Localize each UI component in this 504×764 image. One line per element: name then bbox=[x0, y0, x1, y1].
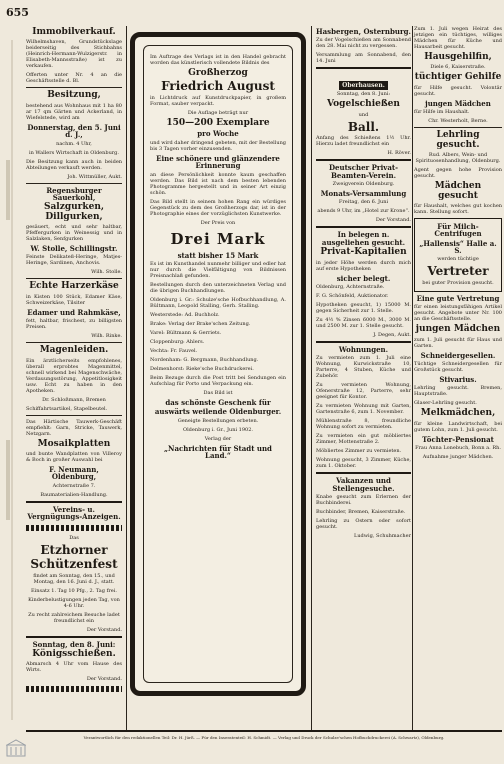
agent-nordenham: Nordenham: G. Bergmann, Buchhandlung. bbox=[150, 356, 259, 363]
geld-heading: In belegen n. ausgeliehen gesucht. bbox=[321, 230, 406, 247]
zimmer-text: Möbliertes Zimmer zu vermieten. bbox=[316, 448, 402, 455]
kunsthandel-text: Es ist im Kunsthandel nunmehr billiger und edler hat nur durch die Vielfältigung von Bildnissen Preisnachlaß gefunden. bbox=[150, 260, 286, 279]
vereins-heading: Vereins- u. Vergnügungs-Anzeigen. bbox=[27, 504, 121, 522]
statt-label: statt bisher 15 Mark bbox=[177, 250, 259, 260]
degen-name: J. Degen, Aukt. bbox=[373, 331, 411, 338]
wohnungen-text: Zu vermieten zum 1. Juli eine Wohnung, Kurwickstraße 10, Parterre, 4 Stuben, Küche und Zubehör. bbox=[316, 355, 411, 380]
price-heading: Drei Mark bbox=[170, 229, 266, 248]
mosaikplatten-heading: Mosaikplatten bbox=[37, 438, 111, 449]
immobilien-heading: Immobilverkauf. bbox=[32, 27, 116, 37]
adler-text: Zu vermieten ein gut möbliertes Zimmer, Mottenstraße 2. bbox=[316, 433, 411, 446]
ludwig-name: Ludwig, Schuhmacher bbox=[354, 532, 411, 539]
portrait-text: in Lichtdruck auf Kunstdruckpapier, in großem Format, sauber verpackt. bbox=[150, 95, 286, 108]
hallensis-text: werden tüchtige bbox=[437, 256, 479, 263]
maedchen-text: für Hilfe im Haushalt. bbox=[414, 109, 470, 116]
privat-text: in jeder Höhe werden durch mich auf erste Hypotheken bbox=[316, 259, 411, 272]
fest-text: Zu der Vogelschießen am Sonnabend den 28. Mai nicht zu vergessen. bbox=[316, 37, 411, 50]
divider bbox=[414, 127, 502, 128]
ornament-bar bbox=[26, 525, 122, 531]
oberhausen-banner: Oberhausen. bbox=[339, 81, 388, 90]
mosaik-text: und bunte Wandplatten von Villeroy & Boch in großer Auswahl bei bbox=[26, 451, 122, 464]
stolle-short: Wilh. Stolle. bbox=[91, 269, 122, 276]
neumann-name: F. Neumann, Oldenburg, bbox=[49, 465, 99, 482]
column-3 bbox=[316, 26, 411, 542]
milch-heading: Für Milch-Centrifugen bbox=[434, 221, 482, 239]
preis-label: Der Preis von bbox=[200, 219, 236, 226]
schuetzenfest-dates: findet am Sonntag, den 15., und Montag, den 16. Juni d. J., statt. bbox=[33, 572, 115, 585]
melkweg-text: Mühlenstraße 8, freundliche Wohnung sofort zu vermieten. bbox=[316, 418, 411, 431]
einsatz-text: Einsatz 1. Tag 10 Pfg., 2. Tag frei. bbox=[31, 587, 117, 594]
footer-rule bbox=[26, 730, 502, 732]
monats-vorstand: Der Vorstand. bbox=[375, 217, 411, 224]
neumann-address: Achternstraße 7. bbox=[52, 482, 96, 489]
divider bbox=[26, 183, 122, 184]
agent-varel: Varel: Bültmann & Gerriets. bbox=[150, 329, 222, 336]
maedchen2-heading: Mädchen gesucht bbox=[434, 181, 482, 201]
koenigs-text: Abmarsch 4 Uhr vom Hause des Wirts. bbox=[26, 661, 122, 674]
agent-delmenhorst: Delmenhorst: Rieke'sche Buchdruckerei. bbox=[150, 365, 254, 372]
vorstand-sign: Der Vorstand. bbox=[86, 626, 122, 633]
hallensis-heading: „Hallensis“ Halle a. S. bbox=[419, 238, 497, 255]
nachrichten-heading: „Nachrichten für Stadt und Land.“ bbox=[164, 443, 272, 460]
column-rule-3 bbox=[412, 26, 413, 732]
library-building-icon bbox=[6, 738, 26, 758]
schneider-heading: Schneidergesellen. bbox=[420, 350, 496, 360]
section-rule bbox=[26, 501, 122, 503]
lehrling-heading: Lehrling gesucht. bbox=[436, 130, 480, 150]
vorstand-sign-2: Der Vorstand. bbox=[86, 676, 122, 683]
medaille-text: Das Bild stellt in seinem hohen Rang ein würdiges Gegenstück zu dem des Großherzogs dar, ist in der Photographie eines der vorzüglichsten Kunstwerke. bbox=[150, 198, 286, 217]
magenleiden-text: Ein ärztlicherseits empfohlenes, überall erprobtes Magenmittel, schnell wirkend bei Magenschwäche, Verdauungsstörung, Appetitlosigkeit usw. Echt zu haben in den Apotheken. bbox=[26, 357, 122, 394]
und-label: und bbox=[358, 111, 369, 118]
westerholt-name: Chr. Westerholt, Berne. bbox=[428, 118, 488, 125]
schuetzenfest-heading: Schützenfest bbox=[30, 557, 118, 572]
salzgurken-text: gesäuert, echt und sehr haltbar, Pfeffergurken in Weinessig und in Salzlaken, Senfgurken bbox=[26, 224, 122, 243]
date-line: Oldenburg i. Gr., Juni 1902. bbox=[182, 426, 253, 433]
rinke-name: Wilh. Rinke. bbox=[91, 333, 122, 340]
divider bbox=[26, 87, 122, 88]
column-rule-2 bbox=[311, 26, 312, 732]
sicher-label: sicher belegt. bbox=[336, 273, 391, 283]
garten-text: Zu vermieten Wohnung mit Garten, Gartenstraße 6, zum 1. November. bbox=[316, 403, 411, 416]
pro-woche-label: pro Woche bbox=[197, 129, 239, 139]
baumaterial-text: Baumaterialien-Handlung. bbox=[40, 491, 108, 498]
gehilfe-text: für Hilfe gesucht. Volontär gesucht. bbox=[414, 84, 502, 97]
hausgehilfin-heading: Hausgehilfin, bbox=[424, 52, 492, 62]
monats-date: Freitag, den 6. Juni bbox=[338, 199, 389, 206]
seewaren-text: Das Härtische Tauwerk-Geschäft empfiehlt: Garn, Stricke, Tauwerk, Netzgarn. bbox=[26, 418, 122, 437]
maedchen2-text: für Haushalt, welches gut kochen kann. Stellung sofort. bbox=[414, 202, 502, 215]
melkmaedchen-heading: Melkmädchen, bbox=[420, 408, 496, 419]
agent-cloppenburg: Cloppenburg: Ahlers. bbox=[150, 338, 205, 345]
divider bbox=[26, 415, 122, 416]
beamten-heading: Deutscher Privat-Beamten-Verein. bbox=[328, 163, 399, 180]
magenleiden-heading: Magenleiden. bbox=[39, 345, 109, 356]
etzhorner-heading: Etzhorner bbox=[40, 542, 108, 557]
lehrling-text: Rud. Albers, Wein- und Spirituosenhandlung, Oldenburg. bbox=[415, 152, 501, 165]
maedchen-heading: jungen Mädchen bbox=[425, 98, 491, 108]
donnerstag-date: Donnerstag, den 5. Juni d. J., bbox=[27, 122, 121, 140]
besitzung-text: bestehend aus Wohnhaus mit 1 ha 80 ar 17 qm Gärten und Ackerland, in Wiefelstede, wird am bbox=[26, 102, 122, 121]
section-rule bbox=[316, 159, 411, 161]
delikatess-text: Feinste Delikateß-Heringe, Matjes-Heringe, Sardinen, Anchovis. bbox=[26, 254, 122, 267]
jungen-text: zum 1. Juli gesucht für Haus und Garten. bbox=[414, 336, 502, 349]
agent-vechta: Vechta: Fr. Fauvel. bbox=[150, 347, 198, 354]
ball-heading: Ball. bbox=[347, 119, 380, 134]
divider bbox=[26, 342, 122, 343]
column-rule-1 bbox=[126, 26, 127, 732]
das-label: Das bbox=[69, 534, 79, 541]
auktionator: Joh. Wittmüller, Aukt. bbox=[67, 173, 122, 180]
section-rule bbox=[316, 226, 411, 228]
besitzung-heading: Besitzung, bbox=[47, 90, 101, 101]
edamer-text: fett, haltbar, frischest, zu billigsten Preisen. bbox=[26, 318, 122, 331]
donnerstag-time: nachm. 4 Uhr, bbox=[56, 140, 92, 147]
zierde-text: an diese Persönlichkeit konnte kaum geschaffen werden. Das Bild ist nach dem besten lebenden Photogramme hergestellt und in seiner Art einzig schön. bbox=[150, 171, 286, 196]
toechter-heading: Töchter-Pensionat bbox=[422, 434, 494, 444]
edamer-heading: Edamer und Rahmkäse, bbox=[27, 307, 121, 317]
edition-text: Die Auflage beträgt nur bbox=[187, 110, 249, 117]
lehrling-text: Lehrling zu Ostern oder sofort gesucht. bbox=[316, 517, 411, 530]
immobilien-text: Wilhelmshaven, Grundstückslage beiderseitig des Stichbahns (Heinrich-Hermann-Wulzigerstr. in Elisabeth-Mannsstraße) ist zu verkaufen. bbox=[26, 39, 122, 70]
einladung-text: Zu recht zahlreichem Besuche ladet freundlichst ein bbox=[28, 611, 120, 624]
geschenk-heading: das schönste Geschenk für bbox=[165, 397, 271, 407]
stellung-text: Knabe gesucht zum Erlernen der Buchbinderei. bbox=[316, 493, 411, 506]
wohnungen-heading: Wohnungen. bbox=[338, 344, 389, 354]
kinder-text: Kinderbelustigungen jeden Tag, von 4-6 Uhr. bbox=[28, 596, 120, 609]
advertisement-inner-frame bbox=[143, 45, 293, 683]
bauernhof-text: Zum 1. Juli wegen Heirat des jetzigen ein tüchtiges, williges Mädchen für Küche und Hausarbeit gesucht. bbox=[414, 26, 502, 50]
vertreter-box bbox=[414, 218, 502, 292]
sauerkohl-heading: Regensburger Sauerkohl, bbox=[46, 185, 102, 202]
auftrag-text: Im Auftrage des Verlags ist in den Handel gebracht worden das künstlerisch vollendete Bildnis des bbox=[150, 54, 286, 66]
ornament-bar-bottom bbox=[26, 686, 122, 692]
harzer-text: in Kisten 100 Stück, Edamer Käse, Schweizerkäse, Tilsiter bbox=[26, 293, 122, 306]
privat-contact: Oldenburg, Achternstraße. bbox=[316, 283, 385, 290]
stellung-heading: Vakanzen und Stellengesuche. bbox=[332, 476, 395, 493]
schneider-text: Tüchtige Schneidergesellen für Großstück gesucht. bbox=[414, 361, 502, 374]
mark-text: Zu 4½ % Zinsen 6000 M., 3000 M. und 2500 M. zur 1. Stelle gesucht. bbox=[316, 316, 411, 329]
grossherzog-label: Großherzog bbox=[188, 68, 248, 78]
donnerstag-place: in Wallers Wirtschaft in Oldenburg. bbox=[29, 149, 119, 156]
section-rule bbox=[26, 636, 122, 638]
monats-place: abends 9 Uhr, im „Hotel zur Krone“. bbox=[317, 208, 410, 215]
stolle-name: W. Stolle, Schillingstr. bbox=[30, 244, 118, 254]
geleitet-text: Wohnung gesucht, 3 Zimmer, Küche, zum 1. Oktober. bbox=[316, 457, 411, 470]
glaser-text: Glaser-Lehrling gesucht. bbox=[414, 400, 477, 407]
column-4 bbox=[414, 26, 502, 463]
immobilien-text-2: Offerten unter Nr. 4 an die Geschäftsstelle d. Bl. bbox=[26, 72, 122, 85]
portrait-advertisement bbox=[130, 32, 306, 696]
geschaft-text: Lehrling gesucht. Bremen, Hauptstraße. bbox=[414, 385, 502, 398]
column-1 bbox=[26, 26, 122, 696]
verlag-der: Verlag der bbox=[204, 435, 232, 442]
besteller-text: Geneigte Bestellungen erbeten. bbox=[177, 417, 259, 424]
toechter-contact: Aufnahme junger Mädchen. bbox=[422, 454, 494, 461]
porto-text: Beim Bezuge durch die Post tritt bei Sendungen ein Aufschlag für Porto und Verpackung ein. bbox=[150, 374, 286, 387]
oberhausen-date: Sonntag, den 8. Juni: bbox=[336, 91, 391, 98]
donnerstag-text: Die Besitzung kann auch in beiden Abteilungen verkauft werden. bbox=[26, 158, 122, 171]
friedrich-august-heading: Friedrich August bbox=[161, 79, 275, 94]
das-bild-ist: Das Bild ist bbox=[203, 389, 233, 396]
buchbinder-text: Buchbinder, Bremen, Kaiserstraße. bbox=[316, 508, 406, 515]
vogelschiessen-heading: Vogelschießen bbox=[327, 99, 400, 110]
subscribe-text: und wird daher dringend gebeten, mit der Bestellung bis 3 Tagen vorher einzusenden. bbox=[150, 139, 286, 152]
vertretung-text: für einen leistungsfähigen Artikel gesucht. Angebote unter Nr. 100 an die Geschäftsstelle. bbox=[414, 304, 502, 323]
versammlung-text: Versammlung am Sonnabend, den 14. Juni bbox=[316, 52, 411, 65]
section-rule bbox=[316, 341, 411, 343]
vertreter-text: bei guter Provision gesucht. bbox=[422, 279, 494, 286]
section-rule bbox=[316, 67, 411, 69]
imprint-footer: Verantwortlich für den redaktionellen Teil: Dr. H. Jürß. — Für den Inseratenteil: H. Schmidt. — Verlag und Druck der Schulze'schen Hofbuchdruckerei (A. Schwartz), Oldenburg. bbox=[83, 735, 445, 740]
agents-oldenburg: Oldenburg i. Gr.: Schulze'sche Hofbuchhandlung, A. Bültmann, Leopold Stalling, Gerh. Stalling. bbox=[150, 296, 286, 309]
monats-heading: Monats-Versammlung bbox=[320, 189, 407, 199]
vertreter-heading: Vertreter bbox=[427, 264, 489, 279]
hypothek-text: Hypotheken gesucht, 1) 15000 M. gegen Sicherheit zur 1. Stelle. bbox=[316, 301, 411, 314]
schlossmann-text: Schiffahrtsartikel, Stapelbeutel. bbox=[26, 405, 108, 412]
agent-brake: Brake: Verlag der Brake'schen Zeitung. bbox=[150, 320, 251, 327]
toechter-text: Frau Anna Lonebuch, Bonn a. Rh. bbox=[415, 445, 501, 452]
zweigverein: Zweigverein Oldenburg. bbox=[332, 181, 395, 188]
harzer-heading: Echte Harzerkäse bbox=[29, 281, 119, 292]
jungen-heading: jungen Mädchen bbox=[415, 324, 501, 335]
koenigsschiessen-heading: Königsschießen. bbox=[32, 649, 116, 660]
gehilfe-heading: tüchtiger Gehilfe bbox=[414, 72, 502, 83]
hartwig-text: Zu vermieten Wohnung, Ofenerstraße 12, Parterre, sehr geeignet für Kontor. bbox=[316, 382, 411, 401]
koenigs-date: Sonntag, den 8. Juni: bbox=[32, 639, 116, 649]
melk-text: für kleine Landwirtschaft, bei gutem Lohn, zum 1. Juli gesucht. bbox=[414, 420, 502, 433]
exemplare-heading: 150—200 Exemplare bbox=[166, 118, 270, 129]
schlossmann-name: Dr. Schloßmann, Bremen bbox=[42, 396, 106, 403]
ball-text: Anfang des Schießens 1½ Uhr. Hierzu ladet freundlichst ein bbox=[316, 135, 411, 148]
privat-heading: Privat-Kapitalien bbox=[320, 247, 407, 258]
section-rule bbox=[316, 472, 411, 474]
hausgehilfin-text: Diele 6, Kaiserstraße. bbox=[430, 64, 486, 71]
side-print-marks bbox=[4, 40, 20, 720]
zeitung-text: Agent gegen hohe Provision gesucht. bbox=[414, 167, 502, 180]
stivarius-name: Stivarius. bbox=[439, 375, 477, 385]
bestellungen-text: Bestellungen durch den unterzeichneten Verlag und die übrigen Buchhandlungen. bbox=[150, 281, 286, 294]
page-number: 655 bbox=[6, 6, 29, 19]
vertretung-heading: Eine gute Vertretung bbox=[416, 293, 500, 303]
zierde-heading: Eine schönere und glänzendere Erinnerung bbox=[156, 153, 280, 171]
schoenfeld-name: F. G. Schönfeld, Auktionator. bbox=[316, 292, 389, 299]
auswaerts-heading: auswärts weilende Oldenburger. bbox=[154, 407, 282, 417]
fest-heading: Hasbergen, Osternburg. bbox=[316, 27, 411, 36]
agent-westerstede: Westerstede: Ad. Buchholz. bbox=[150, 311, 220, 318]
ball-host: H. Röver. bbox=[387, 150, 411, 157]
salzgurken-heading: Salzgurken, Dillgurken, bbox=[43, 202, 105, 222]
divider bbox=[26, 278, 122, 279]
